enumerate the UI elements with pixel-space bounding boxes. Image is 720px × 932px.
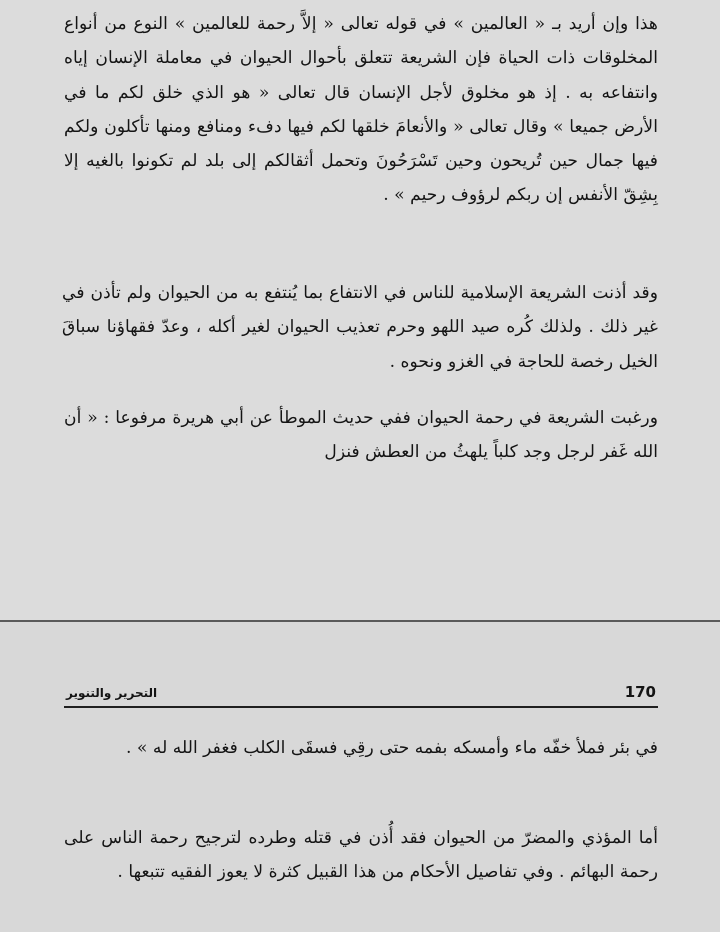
paragraph-mercy-to-animals: هذا وإن أريد بـ « العالمين » في قوله تعالى « إلاَّ رحمة للعالمين » النوع من أنواع المخلوقات ذات الحياة فإن الشريعة تتعلق بأحوال الحيوان في معاملة الإنسان إياه وانتفاعه به . إذ هو مخلوق لأجل الإنسان قال تعالى « هو الذي خلق لكم ما في الأرض جميعا » وقال تعالى « والأنعامَ خلقها لكم فيها دفء ومنافع ومنها تأكلون ولكم فيها جمال حين تُريحون وحين تَسْرَحُونَ وتحمل أثقالكم إلى بلد لم تكونوا بالغيه إلا بِشِقّ الأنفس إن ربكم لرؤوف رحيم » . [64,14,658,206]
paragraph-harmful-animals: أما المؤذي والمضرّ من الحيوان فقد أُذن في قتله وطرده لترجيح رحمة الناس على رحمة البهائم . وفي تفاصيل الأحكام من هذا القبيل كثرة لا يعوز الفقيه تتبعها . [64,828,658,883]
paragraph-hadith-muwatta: ورغبت الشريعة في رحمة الحيوان ففي حديث الموطأ عن أبي هريرة مرفوعا : « أن الله غَفر لرجل وجد كلباً يلهثُ من العطش فنزل [64,408,658,463]
book-title: التحرير والتنوير [66,686,158,700]
running-header [64,682,658,708]
page-number: 170 [624,683,656,701]
paragraph-hadith-continuation: في بئر فملأ خفّه ماء وأمسكه بفمه حتى رقِي فسقَى الكلب فغفر الله له » . [125,738,658,758]
paragraph-sharia-permission: وقد أذنت الشريعة الإسلامية للناس في الانتفاع بما يُنتفع به من الحيوان ولم تأذن في غير ذلك . ولذلك كُره صيد اللهو وحرم تعذيب الحيوان لغير أكله ، وعدّ فقهاؤنا سباقَ الخيل رخصة للحاجة في الغزو ونحوه . [62,283,658,372]
